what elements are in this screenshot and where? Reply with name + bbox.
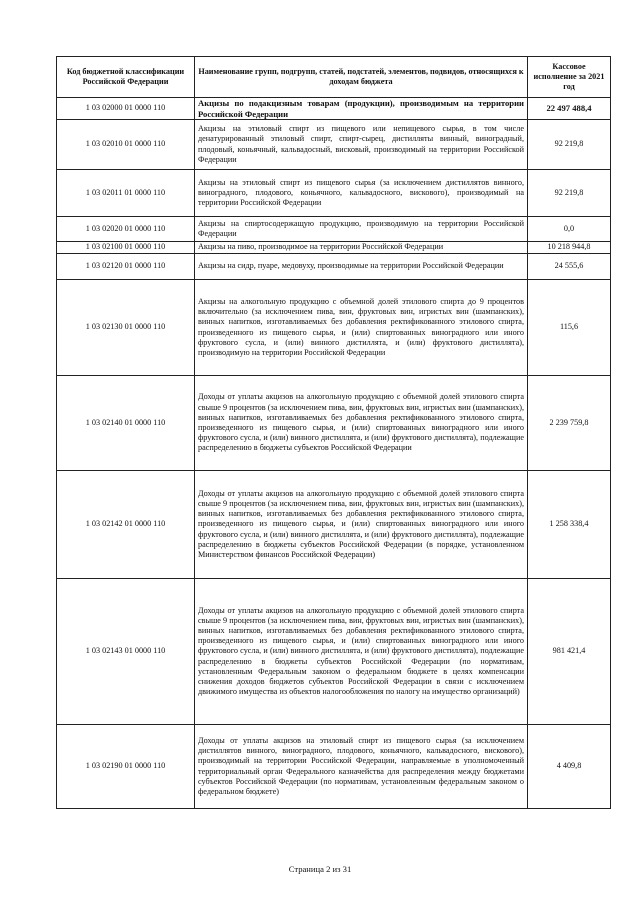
page-number: Страница 2 из 31 <box>288 864 352 874</box>
row-name: Доходы от уплаты акцизов на этиловый спирт из пищевого сырья (за исключением дистиллятов винного, виноградного, плодового, коньячного, кальвадосного, вискового), производимый на территории Российской Федерации, направляемые в уполномоченный территориальный орган Федерального казначейства для распределения между бюджетами субъектов Российской Федерации (по нормативам, установленным федеральным законом о федеральном бюджете) <box>195 725 528 809</box>
row-value: 1 258 338,4 <box>528 471 611 579</box>
table-row <box>57 725 611 809</box>
row-code: 1 03 02100 01 0000 110 <box>57 242 195 254</box>
revenue-table <box>56 56 611 809</box>
table-row <box>57 217 611 242</box>
row-code: 1 03 02010 01 0000 110 <box>57 120 195 170</box>
row-code: 1 03 02190 01 0000 110 <box>57 725 195 809</box>
row-name: Акцизы на пиво, производимое на территории Российской Федерации <box>195 242 528 254</box>
row-code: 1 03 02000 01 0000 110 <box>57 98 195 120</box>
row-name: Доходы от уплаты акцизов на алкогольную продукцию с объемной долей этилового спирта свыше 9 процентов (за исключением пива, вин, фруктовых вин, игристых вин (шампанских), винных напитков, изготавливаемых без добавления ректификованного этилового спирта, произведенного из пищевого сырья, и (или) спиртованных виноградного или иного фруктового сусла, и (или) винного дистиллята, и (или) фруктового дистиллята), подлежащие распределению в бюджеты субъектов Российской Федерации <box>195 376 528 471</box>
table-row <box>57 254 611 280</box>
row-code: 1 03 02020 01 0000 110 <box>57 217 195 242</box>
row-value: 4 409,8 <box>528 725 611 809</box>
row-name: Доходы от уплаты акцизов на алкогольную продукцию с объемной долей этилового спирта свыше 9 процентов (за исключением пива, вин, фруктовых вин, игристых вин (шампанских), винных напитков, изготавливаемых без добавления ректификованного этилового спирта, произведенного из пищевого сырья, и (или) спиртованных виноградного или иного фруктового сусла, и (или) винного дистиллята, и (или) фруктового дистиллята), подлежащие распределению в бюджеты субъектов Российской Федерации (по нормативам, установленным Федеральным законом о федеральном бюджете в целях компенсации снижения доходов бюджетов субъектов Российской Федерации в связи с исключением движимого имущества из объектов налогообложения по налогу на имущество организаций) <box>195 579 528 725</box>
row-code: 1 03 02130 01 0000 110 <box>57 280 195 376</box>
row-name: Акцизы на спиртосодержащую продукцию, производимую на территории Российской Федерации <box>195 217 528 242</box>
row-value: 981 421,4 <box>528 579 611 725</box>
table-row <box>57 579 611 725</box>
row-name: Акцизы на сидр, пуаре, медовуху, производимые на территории Российской Федерации <box>195 254 528 280</box>
table-row <box>57 120 611 170</box>
row-value: 115,6 <box>528 280 611 376</box>
row-value: 2 239 759,8 <box>528 376 611 471</box>
table-row <box>57 242 611 254</box>
row-name: Акцизы на этиловый спирт из пищевого или непищевого сырья, в том числе денатурированный этиловый спирт, спирт-сырец, дистилляты винный, виноградный, плодовый, коньячный, кальвадосный, висковый, производимый на территории Российской Федерации <box>195 120 528 170</box>
table-row <box>57 170 611 217</box>
row-value: 24 555,6 <box>528 254 611 280</box>
table-row <box>57 376 611 471</box>
row-code: 1 03 02011 01 0000 110 <box>57 170 195 217</box>
row-name: Доходы от уплаты акцизов на алкогольную продукцию с объемной долей этилового спирта свыше 9 процентов (за исключением пива, вин, фруктовых вин, игристых вин (шампанских), винных напитков, изготавливаемых без добавления ректификованного этилового спирта, произведенного из пищевого сырья, и (или) спиртованных виноградного или иного фруктового сусла, и (или) винного дистиллята, и (или) фруктового дистиллята), подлежащие распределению в бюджеты субъектов Российской Федерации (в порядке, установленном Министерством финансов Российской Федерации) <box>195 471 528 579</box>
row-value: 22 497 488,4 <box>528 98 611 120</box>
row-value: 92 219,8 <box>528 170 611 217</box>
row-value: 10 218 944,8 <box>528 242 611 254</box>
row-value: 92 219,8 <box>528 120 611 170</box>
row-code: 1 03 02142 01 0000 110 <box>57 471 195 579</box>
header-value: Кассовое исполнение за 2021 год <box>528 57 611 98</box>
header-code: Код бюджетной классификации Российской Федерации <box>57 57 195 98</box>
row-name: Акцизы по подакцизным товарам (продукции), производимым на территории Российской Федерации <box>195 98 528 120</box>
table-row <box>57 280 611 376</box>
header-name: Наименование групп, подгрупп, статей, подстатей, элементов, подвидов, относящихся к доходам бюджета <box>195 57 528 98</box>
table-row <box>57 471 611 579</box>
table-header-row <box>57 57 611 98</box>
row-name: Акцизы на алкогольную продукцию с объемной долей этилового спирта до 9 процентов включительно (за исключением пива, вин, фруктовых вин, игристых вин (шампанских), винных напитков, изготавливаемых без добавления ректификованного этилового спирта, произведенного из пищевого сырья, и (или) спиртованных виноградного или иного фруктового сусла, и (или) винного дистиллята, и (или) фруктового дистиллята), производимую на территории Российской Федерации <box>195 280 528 376</box>
row-code: 1 03 02120 01 0000 110 <box>57 254 195 280</box>
row-value: 0,0 <box>528 217 611 242</box>
row-code: 1 03 02140 01 0000 110 <box>57 376 195 471</box>
table-row <box>57 98 611 120</box>
row-name: Акцизы на этиловый спирт из пищевого сырья (за исключением дистиллятов винного, виноградного, плодового, коньячного, кальвадосного, вискового), производимый на территории Российской Федерации <box>195 170 528 217</box>
row-code: 1 03 02143 01 0000 110 <box>57 579 195 725</box>
